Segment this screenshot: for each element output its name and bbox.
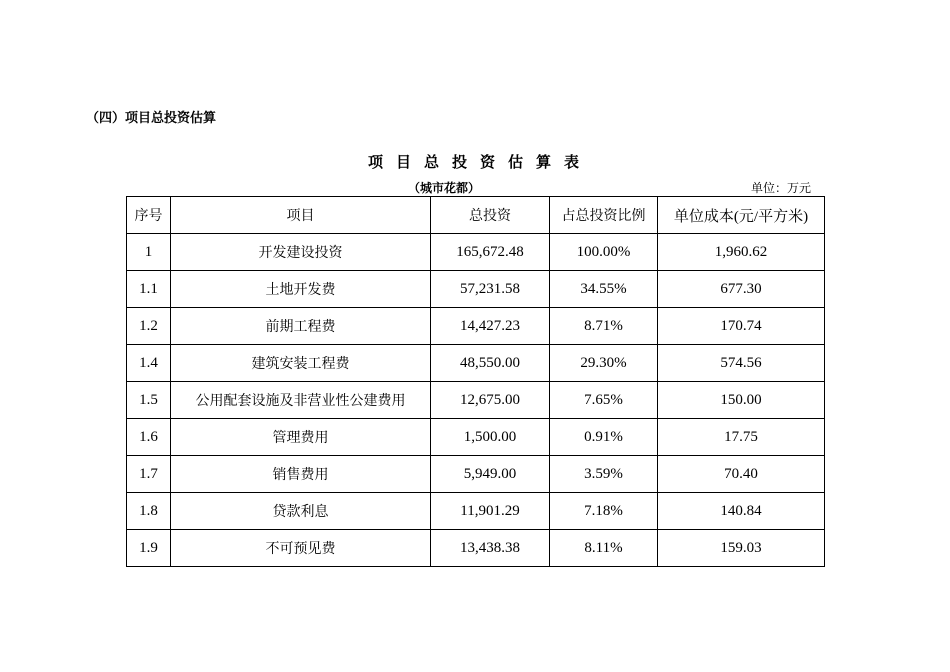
header-total: 总投资 (431, 197, 550, 234)
row-ratio: 3.59% (550, 456, 658, 493)
table-row (127, 345, 825, 382)
investment-table (126, 196, 825, 567)
table-row (127, 308, 825, 345)
project-subtitle: （城市花都） (408, 181, 481, 195)
row-ratio: 8.71% (550, 308, 658, 345)
row-item: 建筑安装工程费 (171, 345, 431, 382)
row-total: 12,675.00 (431, 382, 550, 419)
table-row (127, 530, 825, 567)
row-seq: 1.7 (127, 456, 171, 493)
row-ratio: 29.30% (550, 345, 658, 382)
row-total: 1,500.00 (431, 419, 550, 456)
header-seq: 序号 (127, 197, 171, 234)
row-seq: 1.1 (127, 271, 171, 308)
row-ratio: 7.18% (550, 493, 658, 530)
table-row (127, 382, 825, 419)
row-total: 5,949.00 (431, 456, 550, 493)
row-seq: 1.8 (127, 493, 171, 530)
unit-label: 单位：万元 (750, 181, 811, 195)
row-unit-cost: 140.84 (658, 493, 825, 530)
table-title: 项目总投资估算表 (367, 153, 592, 171)
row-seq: 1.5 (127, 382, 171, 419)
row-item: 开发建设投资 (171, 234, 431, 271)
row-item: 公用配套设施及非营业性公建费用 (171, 382, 431, 419)
section-heading: （四）项目总投资估算 (86, 111, 217, 126)
row-ratio: 0.91% (550, 419, 658, 456)
row-item: 不可预见费 (171, 530, 431, 567)
header-unit-cost: 单位成本(元/平方米) (658, 197, 825, 234)
table-row (127, 234, 825, 271)
row-seq: 1.4 (127, 345, 171, 382)
row-seq: 1.9 (127, 530, 171, 567)
row-item: 前期工程费 (171, 308, 431, 345)
row-unit-cost: 70.40 (658, 456, 825, 493)
row-ratio: 34.55% (550, 271, 658, 308)
row-item: 管理费用 (171, 419, 431, 456)
row-ratio: 100.00% (550, 234, 658, 271)
row-total: 13,438.38 (431, 530, 550, 567)
row-total: 11,901.29 (431, 493, 550, 530)
header-ratio: 占总投资比例 (550, 197, 658, 234)
row-unit-cost: 159.03 (658, 530, 825, 567)
row-unit-cost: 574.56 (658, 345, 825, 382)
table-row (127, 493, 825, 530)
row-seq: 1.2 (127, 308, 171, 345)
row-total: 57,231.58 (431, 271, 550, 308)
row-total: 48,550.00 (431, 345, 550, 382)
table-row (127, 419, 825, 456)
row-total: 165,672.48 (431, 234, 550, 271)
row-seq: 1 (127, 234, 171, 271)
row-item: 销售费用 (171, 456, 431, 493)
row-unit-cost: 17.75 (658, 419, 825, 456)
row-seq: 1.6 (127, 419, 171, 456)
row-ratio: 8.11% (550, 530, 658, 567)
row-ratio: 7.65% (550, 382, 658, 419)
row-total: 14,427.23 (431, 308, 550, 345)
table-header-row (127, 197, 825, 234)
table-row (127, 271, 825, 308)
row-item: 贷款利息 (171, 493, 431, 530)
row-item: 土地开发费 (171, 271, 431, 308)
row-unit-cost: 170.74 (658, 308, 825, 345)
row-unit-cost: 1,960.62 (658, 234, 825, 271)
header-item: 项目 (171, 197, 431, 234)
row-unit-cost: 150.00 (658, 382, 825, 419)
row-unit-cost: 677.30 (658, 271, 825, 308)
table-row (127, 456, 825, 493)
